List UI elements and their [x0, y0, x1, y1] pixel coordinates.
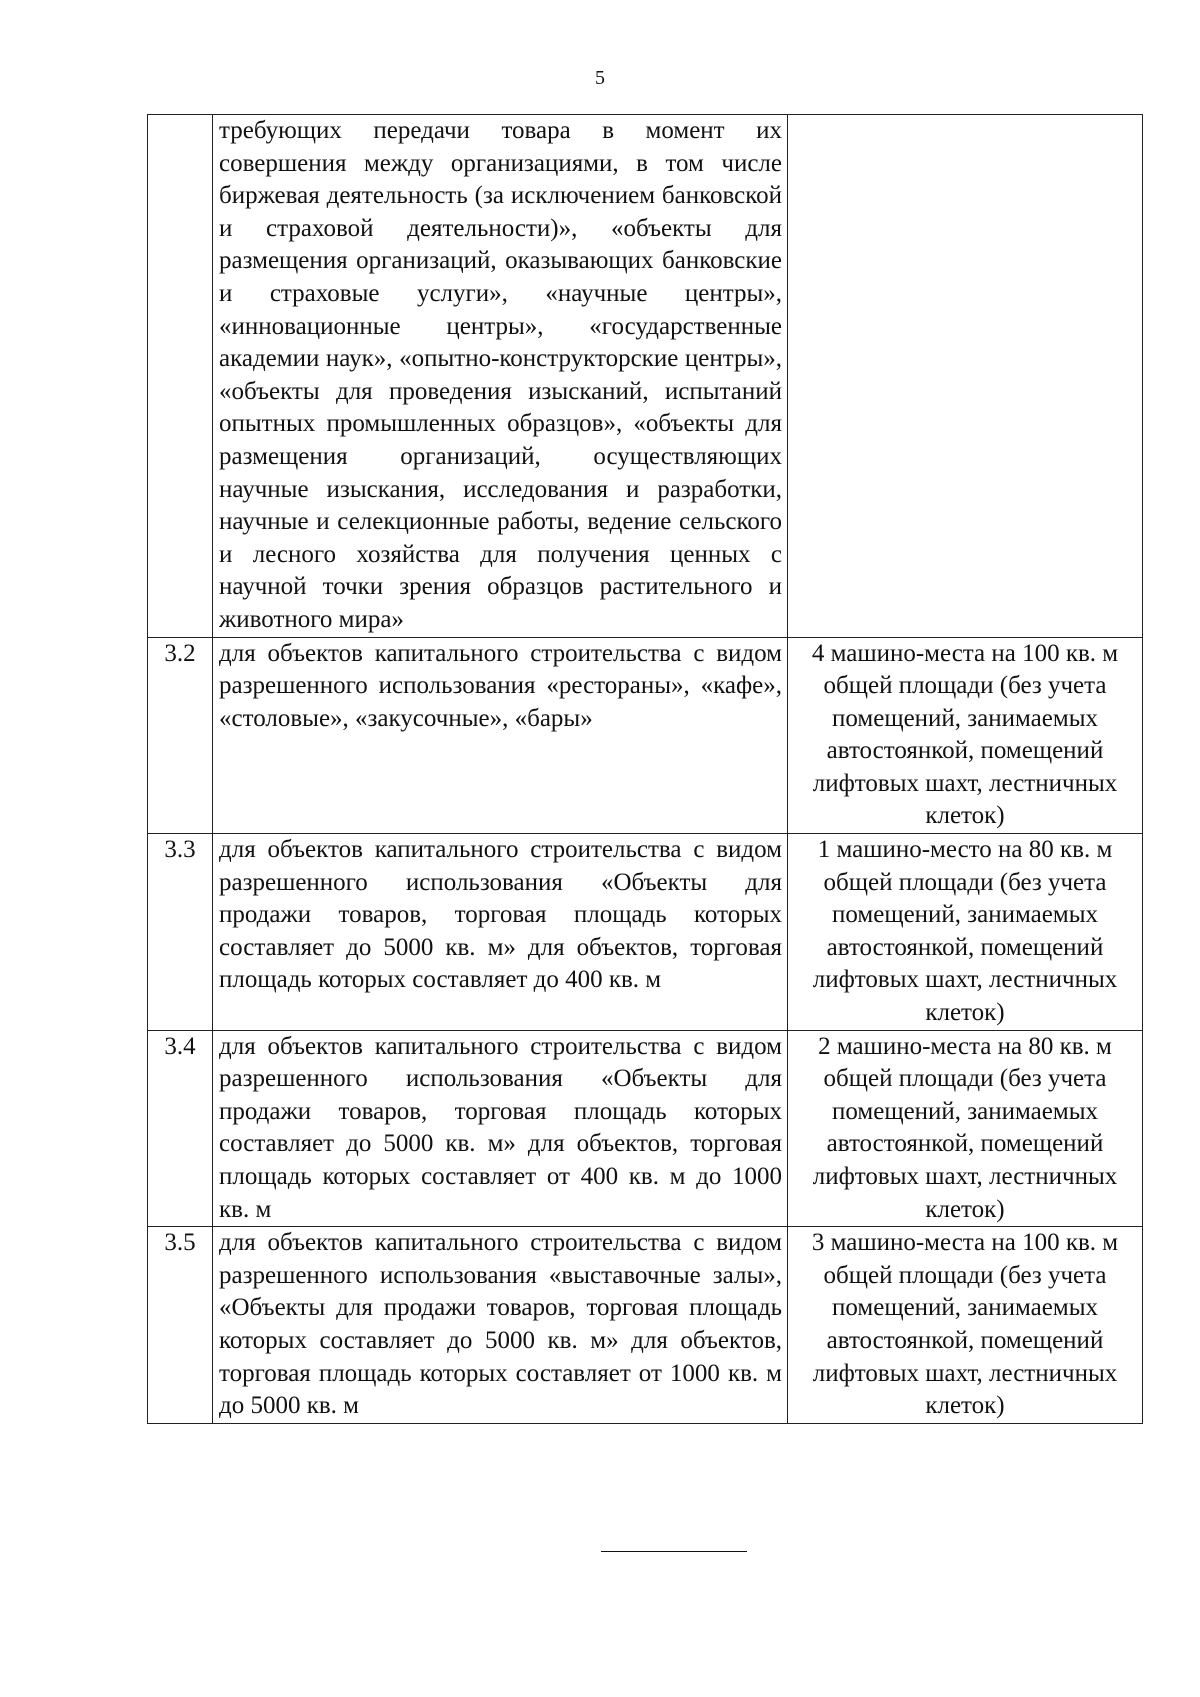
row-description: для объектов капитального строительства с видом разрешенного использования «Объекты для продажи товаров, торговая площадь которых составляет до 5000 кв. м» для объектов, торговая площадь которых составляет от 400 кв. м до 1000 кв. м [213, 1030, 788, 1227]
table-row [148, 834, 1143, 1031]
row-number: 3.2 [148, 637, 213, 834]
row-number [148, 115, 213, 638]
page-number: 5 [595, 67, 605, 89]
row-description: для объектов капитального строительства с видом разрешенного использования «рестораны», «кафе», «столовые», «закусочные», «бары» [213, 637, 788, 834]
row-norm: 4 машино-места на 100 кв. м общей площади (без учета помещений, занимаемых автостоянкой, помещений лифтовых шахт, лестничных клеток) [788, 637, 1143, 834]
row-number: 3.5 [148, 1227, 213, 1424]
row-norm: 1 машино-место на 80 кв. м общей площади (без учета помещений, занимаемых автостоянкой, помещений лифтовых шахт, лестничных клеток) [788, 834, 1143, 1031]
parking-norms-table [147, 114, 1143, 1424]
table-row [148, 115, 1143, 638]
end-divider-line [601, 1551, 747, 1552]
table-row [148, 1030, 1143, 1227]
row-norm: 3 машино-места на 100 кв. м общей площади (без учета помещений, занимаемых автостоянкой, помещений лифтовых шахт, лестничных клеток) [788, 1227, 1143, 1424]
row-norm: 2 машино-места на 80 кв. м общей площади (без учета помещений, занимаемых автостоянкой, помещений лифтовых шахт, лестничных клеток) [788, 1030, 1143, 1227]
table-row [148, 1227, 1143, 1424]
row-description: для объектов капитального строительства с видом разрешенного использования «выставочные залы», «Объекты для продажи товаров, торговая площадь которых составляет до 5000 кв. м» для объектов, торговая площадь которых составляет от 1000 кв. м до 5000 кв. м [213, 1227, 788, 1424]
row-number: 3.3 [148, 834, 213, 1031]
table-row [148, 637, 1143, 834]
row-number: 3.4 [148, 1030, 213, 1227]
row-norm [788, 115, 1143, 638]
row-description: для объектов капитального строительства с видом разрешенного использования «Объекты для продажи товаров, торговая площадь которых составляет до 5000 кв. м» для объектов, торговая площадь которых составляет до 400 кв. м [213, 834, 788, 1031]
row-description: требующих передачи товара в момент их совершения между организациями, в том числе биржевая деятельность (за исключением банковской и страховой деятельности)», «объекты для размещения организаций, оказывающих банковские и страховые услуги», «научные центры», «инновационные центры», «государственные академии наук», «опытно-конструкторские центры», «объекты для проведения изысканий, испытаний опытных промышленных образцов», «объекты для размещения организаций, осуществляющих научные изыскания, исследования и разработки, научные и селекционные работы, ведение сельского и лесного хозяйства для получения ценных с научной точки зрения образцов растительного и животного мира» [213, 115, 788, 638]
